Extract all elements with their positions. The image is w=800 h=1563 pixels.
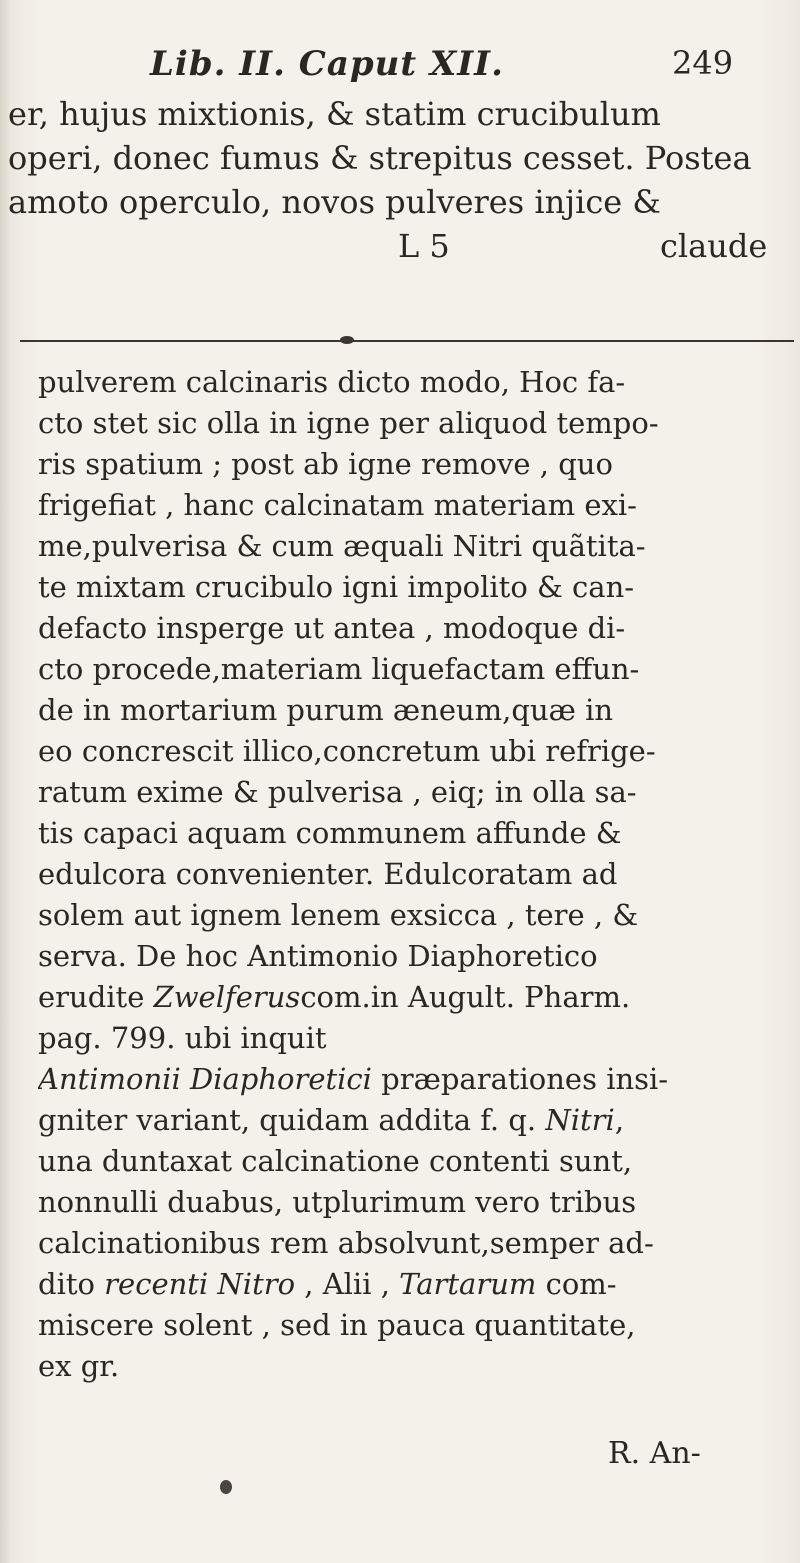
text-line <box>38 608 788 649</box>
text-line <box>38 813 788 854</box>
text-line <box>38 936 788 977</box>
separator-rule <box>20 340 794 342</box>
text-segment: frigefiat , hanc calcinatam materiam exi- <box>38 488 637 522</box>
text-line <box>38 567 788 608</box>
text-segment: pulverem calcinaris dicto modo, Hoc fa- <box>38 365 626 399</box>
text-segment: nonnulli duabus, utplurimum vero tribus <box>38 1185 637 1219</box>
text-segment: eo concrescit illico,concretum ubi refrige- <box>38 734 656 768</box>
text-segment: defacto insperge ut antea , modoque di- <box>38 611 626 645</box>
fragment-line: amoto operculo, novos pulveres injice & <box>8 183 661 221</box>
text-segment: , Alii , <box>295 1267 400 1301</box>
text-segment: erudite <box>38 980 154 1014</box>
text-line <box>38 1141 788 1182</box>
catchword-text: R. An- <box>608 1436 701 1471</box>
italic-text: Nitri <box>545 1103 615 1137</box>
text-line <box>38 1059 788 1100</box>
text-line <box>38 895 788 936</box>
italic-text: Tartarum <box>399 1267 537 1301</box>
text-line <box>38 526 788 567</box>
ink-spot <box>220 1480 232 1494</box>
text-segment: serva. De hoc Antimonio Diaphoretico <box>38 939 598 973</box>
separator-ornament <box>340 336 354 344</box>
text-line <box>38 649 788 690</box>
text-line <box>38 1346 788 1387</box>
catchword-bottom <box>608 1436 701 1471</box>
text-segment: edulcora convenienter. Edulcoratam ad <box>38 857 618 891</box>
overlapping-page-fragment <box>8 92 788 268</box>
text-segment: calcinationibus rem absolvunt,semper ad- <box>38 1226 654 1260</box>
text-segment: gniter variant, quidam addita f. q. <box>38 1103 546 1137</box>
text-segment: com.in Augult. Pharm. <box>300 980 631 1014</box>
page-header <box>0 44 800 88</box>
text-segment: tis capaci aquam communem affunde & <box>38 816 622 850</box>
text-line <box>38 362 788 403</box>
text-segment: cto stet sic olla in igne per aliquod tempo- <box>38 406 659 440</box>
italic-text: Antimonii Diaphoretici <box>38 1062 372 1096</box>
text-segment: pag. 799. ubi inquit <box>38 1021 327 1055</box>
text-line <box>38 403 788 444</box>
text-segment: me,pulverisa & cum æquali Nitri quãtita- <box>38 529 646 563</box>
italic-text: recenti Nitro <box>104 1267 296 1301</box>
italic-text: Zwelferus <box>153 980 301 1014</box>
fragment-line: operi, donec fumus & strepitus cesset. Postea <box>8 139 752 177</box>
text-segment: miscere solent , sed in pauca quantitate, <box>38 1308 636 1342</box>
text-segment: una duntaxat calcinatione contenti sunt, <box>38 1144 633 1178</box>
text-segment: cto procede,materiam liquefactam effun- <box>38 652 640 686</box>
text-line <box>38 1305 788 1346</box>
text-line <box>38 1100 788 1141</box>
text-segment: ratum exime & pulverisa , eiq; in olla sa- <box>38 775 637 809</box>
text-segment: com- <box>536 1267 617 1301</box>
text-segment: dito <box>38 1267 105 1301</box>
text-line <box>38 690 788 731</box>
text-line <box>38 1223 788 1264</box>
page-number: 249 <box>672 44 734 82</box>
body-text <box>38 362 788 1387</box>
signature-line <box>8 224 788 268</box>
catchword-top: claude <box>660 227 768 265</box>
text-line <box>38 485 788 526</box>
running-head: Lib. II. Caput XII. <box>150 44 504 84</box>
text-segment: præparationes insi- <box>371 1062 669 1096</box>
text-segment: ris spatium ; post ab igne remove , quo <box>38 447 613 481</box>
text-line <box>38 1182 788 1223</box>
text-segment: ex gr. <box>38 1349 120 1383</box>
text-line <box>38 1018 788 1059</box>
signature-mark: L 5 <box>398 227 450 265</box>
text-line <box>38 731 788 772</box>
text-line <box>38 772 788 813</box>
text-segment: solem aut ignem lenem exsicca , tere , & <box>38 898 639 932</box>
text-line <box>38 854 788 895</box>
text-segment: de in mortarium purum æneum,quæ in <box>38 693 614 727</box>
text-line <box>38 977 788 1018</box>
text-segment: te mixtam crucibulo igni impolito & can- <box>38 570 635 604</box>
text-segment: , <box>614 1103 625 1137</box>
fragment-line: er, hujus mixtionis, & statim crucibulum <box>8 95 661 133</box>
text-line <box>38 1264 788 1305</box>
text-line <box>38 444 788 485</box>
